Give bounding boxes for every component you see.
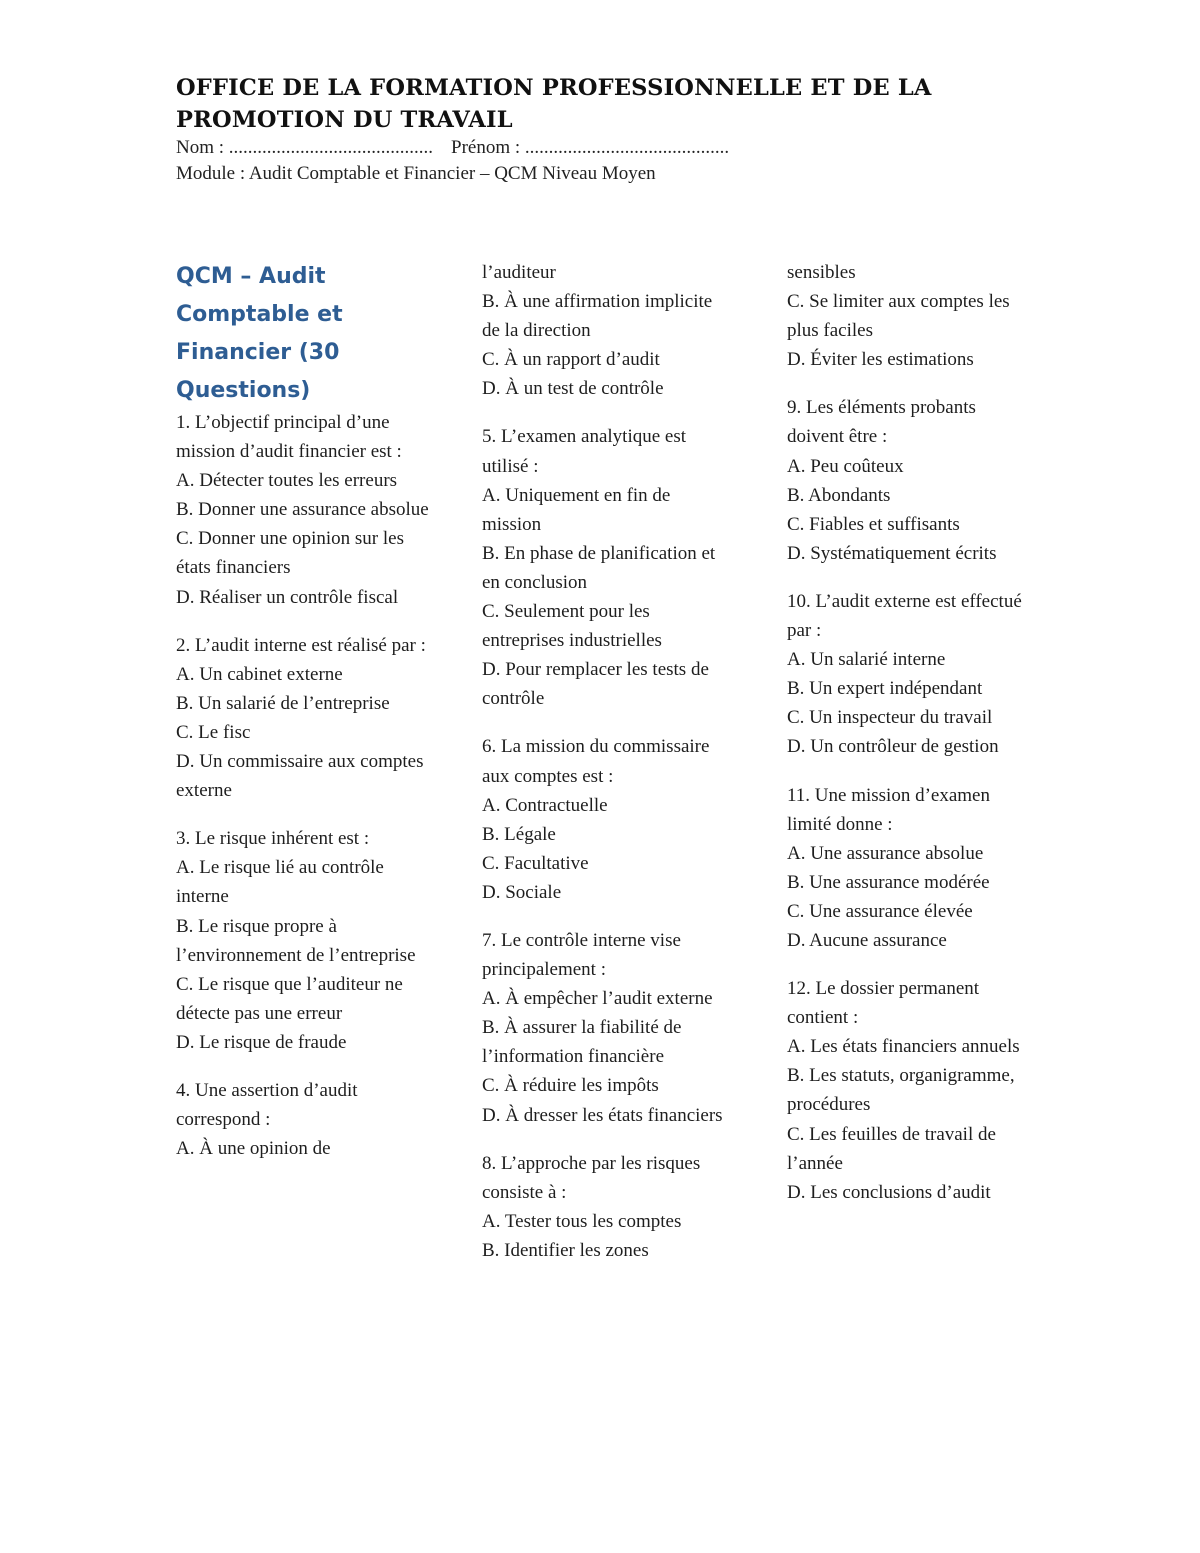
answer-option: C. Seulement pour les entreprises industrielles: [482, 601, 662, 652]
question-text: 7. Le contrôle interne vise principalement :: [482, 929, 681, 981]
name-line: [176, 137, 1076, 159]
answer-option: C. Une assurance élevée: [787, 900, 973, 922]
answer-option: D. Systématiquement écrits: [787, 542, 997, 564]
continued-line: l’auditeur: [482, 262, 556, 283]
answer-option: B. Identifier les zones: [482, 1239, 649, 1261]
answer-option: A. Une assurance absolue: [787, 842, 984, 864]
answer-option: B. Un expert indépendant: [787, 678, 983, 700]
answer-option: B. Les statuts, organigramme, procédures: [787, 1065, 1015, 1116]
answer-option: C. Facultative: [482, 852, 589, 874]
question-block: [176, 631, 436, 806]
question-text: 9. Les éléments probants doivent être :: [787, 397, 976, 448]
question-text: 10. L’audit externe est effectué par :: [787, 590, 1022, 642]
answer-option: A. Les états financiers annuels: [787, 1036, 1020, 1058]
question-text: 5. L’examen analytique est utilisé :: [482, 426, 687, 477]
continued-line: D. Éviter les estimations: [787, 349, 974, 371]
question-block: [176, 408, 436, 612]
nom-field: Nom : ...........................................: [176, 137, 434, 158]
answer-option: D. À dresser les états financiers: [482, 1104, 723, 1126]
answer-option: D. Le risque de fraude: [176, 1031, 347, 1053]
question-text: 6. La mission du commissaire aux comptes est :: [482, 736, 710, 787]
question-block: [787, 587, 1037, 762]
answer-option: C. Les feuilles de travail de l’année: [787, 1123, 996, 1174]
continued-line: D. À un test de contrôle: [482, 378, 664, 400]
question-block: [482, 732, 732, 907]
question-block: [482, 926, 732, 1130]
question-text: 12. Le dossier permanent contient :: [787, 978, 980, 1029]
question-text: 11. Une mission d’examen limité donne :: [787, 784, 990, 835]
question-text: 2. L’audit interne est réalisé par :: [176, 634, 426, 656]
answer-option: B. Abondants: [787, 484, 891, 506]
question-text: 8. L’approche par les risques consiste à :: [482, 1152, 701, 1203]
answer-option: B. Donner une assurance absolue: [176, 499, 429, 521]
answer-option: C. Donner une opinion sur les états financiers: [176, 528, 404, 579]
continued-line: B. À une affirmation implicite de la direction: [482, 291, 713, 342]
answer-option: D. Sociale: [482, 881, 562, 903]
answer-option: A. Le risque lié au contrôle interne: [176, 857, 384, 908]
column-3: [787, 258, 1037, 1226]
answer-option: B. Une assurance modérée: [787, 871, 990, 893]
continued-line: sensibles: [787, 262, 856, 283]
answer-option: A. Contractuelle: [482, 794, 608, 816]
answer-option: D. Aucune assurance: [787, 929, 947, 951]
question-block: [176, 824, 436, 1057]
answer-option: A. Un cabinet externe: [176, 663, 343, 685]
question-block: [787, 974, 1037, 1207]
answer-option: A. Uniquement en fin de mission: [482, 484, 671, 535]
answer-option: A. À empêcher l’audit externe: [482, 988, 713, 1010]
qcm-heading: QCM – Audit Comptable et Financier (30 Questions): [176, 264, 343, 403]
answer-option: B. En phase de planification et en conclusion: [482, 542, 716, 593]
answer-option: C. Le risque que l’auditeur ne détecte pas une erreur: [176, 973, 403, 1024]
answer-option: A. Un salarié interne: [787, 649, 946, 671]
question-block: [176, 1076, 436, 1163]
answer-option: C. À réduire les impôts: [482, 1075, 659, 1097]
continued-question-4: [482, 258, 732, 403]
answer-option: D. Pour remplacer les tests de contrôle: [482, 659, 709, 710]
answer-option: D. Réaliser un contrôle fiscal: [176, 586, 399, 608]
question-block: [482, 1149, 732, 1265]
organization-title: OFFICE DE LA FORMATION PROFESSIONNELLE ET DE LA PROMOTION DU TRAVAIL: [176, 75, 932, 133]
answer-option: C. Un inspecteur du travail: [787, 707, 993, 729]
prenom-field: Prénom : ...........................................: [451, 137, 730, 158]
answer-option: B. Un salarié de l’entreprise: [176, 692, 390, 714]
answer-option: B. Le risque propre à l’environnement de l’entreprise: [176, 915, 416, 966]
module-line: Module : Audit Comptable et Financier – QCM Niveau Moyen: [176, 163, 656, 184]
question-text: 3. Le risque inhérent est :: [176, 828, 370, 850]
continued-line: C. Se limiter aux comptes les plus faciles: [787, 291, 1010, 342]
answer-option: D. Un contrôleur de gestion: [787, 736, 999, 758]
answer-option: C. Fiables et suffisants: [787, 513, 960, 535]
answer-option: B. À assurer la fiabilité de l’information financière: [482, 1017, 682, 1068]
question-block: [482, 422, 732, 713]
answer-option: B. Légale: [482, 823, 556, 845]
column-2: [482, 258, 732, 1284]
question-text: 1. L’objectif principal d’une mission d’audit financier est :: [176, 412, 402, 463]
continued-line: C. À un rapport d’audit: [482, 349, 660, 371]
question-block: [787, 781, 1037, 956]
answer-option: C. Le fisc: [176, 721, 251, 743]
answer-option: D. Un commissaire aux comptes externe: [176, 751, 424, 802]
answer-option: A. Peu coûteux: [787, 455, 904, 477]
answer-option: D. Les conclusions d’audit: [787, 1181, 991, 1203]
question-text: 4. Une assertion d’audit correspond :: [176, 1079, 358, 1131]
answer-option: A. Tester tous les comptes: [482, 1210, 682, 1232]
column-1: [176, 258, 436, 1182]
answer-option: A. Détecter toutes les erreurs: [176, 470, 398, 492]
answer-option: A. À une opinion de: [176, 1138, 331, 1160]
question-block: [787, 393, 1037, 568]
continued-question-8: [787, 258, 1037, 374]
